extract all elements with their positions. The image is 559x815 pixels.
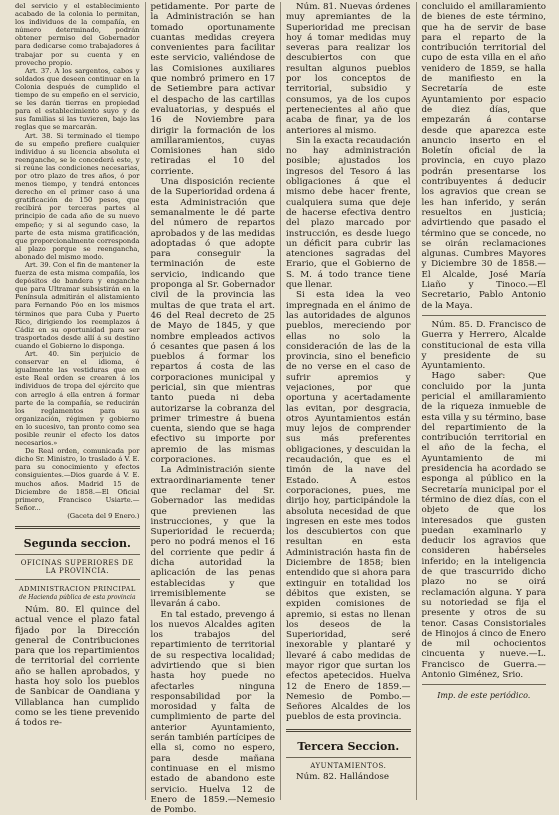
section-divider [286,729,411,732]
paragraph: En tal estado, prevengo á los nuevos Alcaldes agiten los trabajos del repartimiento de territorial de su respectiva localidad; advirtiendo que si bien hasta hoy puede no afectarles ninguna responsabilidad por la morosidad y falta de cumplimiento de parte del anterior Ayuntamiento, serán también partícipes de ella si, como no espero, para desde mañana continuase en el mismo estado de abandono este servicio. Huelva 12 de Enero de 1859.—Nemesio de Pombo. [150,609,275,815]
column-2 [145,2,281,815]
column-1 [10,2,145,800]
paragraph: Si esta idea la veo impregnada en el ánimo de las autoridades de algunos pueblos, mereciendo por ellas no solo la consideración de las de la provincia, sino el beneficio de no verse en el caso de sufrir apremios y vejaciones, por que oportuna y acertadamente las evitan, por desgracia, otros Ayuntamientos están muy lejos de comprender sus más preferentes obligaciones, y descuidan la recaudación, que es el timón de la nave del Estado. A estos corporaciones, pues, me dirijo hoy, participándole la absoluta necesidad de que ingresen en este mes todos los descubiertos con que resultan en esta Administración hasta fin de Diciembre de 1858; bien entendido que si ahora para extinguir en totalidad los débitos que existen, se expiden comisiones de apremio, si estas no llenan los deseos de la Superioridad, seré inexorable y plantaré y llevaré á cabo medidas de mayor rigor que surtan los efectos apetecidos. Huelva 12 de Enero de 1859.—Nemesio de Pombo.—Señores Alcaldes de los pueblos de esta provincia. [286,290,411,723]
article-38: Art. 38. Si terminado el tiempo de su empeño prefiere cualquier individuo á su licencia absoluta el reenganche, se le concederá este, y si reúne las condiciones necesarias, por otro plazo de tres años, ó por menos tiempo, y tendrá entonces derecho en el primer caso á una gratificación de 150 pesos, que recibirá por terceras partes al principio de cada año de su nuevo empeño; y si al segundo caso, la parte de esta misma gratificación, que proporcionalmente corresponda al plazo porque se reengancha, abonado del mismo modo. [15,131,140,261]
column-4 [416,2,552,800]
royal-order-note: De Real orden, comunicada por dicho Sr. Ministro, lo traslado á V. E. para su conocimiento y efectos consiguientes.—Dios guarde á V. E. muchos años. Madrid 15 de Diciembre de 1858.—El Oficial primero, Francisco Usiarte.—Señor... [15,447,140,512]
column-3 [280,2,416,800]
paragraph: del servicio y el establecimiento acabado de la colonia lo permitan, los individuos de la compañía, en número determinado, podrán obtener permiso del Gobernador para dedicarse como trabajadores á trabajar por su cuenta y en provecho propio. [15,2,140,67]
notice-81: Núm. 81. Nuevas órdenes muy apremiantes de la Superioridad me precisan hoy á tomar medidas muy severas para realizar los descubiertos con que resultan algunos pueblos por los conceptos de territorial, subsidio y consumos, ya de los cupos pertenecientes al año que acaba de finar, ya de los anteriores al mismo. [286,2,411,136]
notice-82: Núm. 82. Hallándose [296,771,390,782]
section-heading-3: Tercera Seccion. [297,739,400,753]
imprint: Imp. de este periódico. [437,691,531,701]
paragraph: Una disposición reciente de la Superioridad ordena á esta Administración que semanalmente le dé parte del número de repartos aprobados y de las medidas adoptadas ó que adopte para conseguir la terminación de este servicio, indicando que proponga al Sr. Gobernador civil de la provincia las multas de que trata el art. 46 del Real decreto de 25 de Mayo de 1845, y que nombre empleados activos ó cesantes que pasen á los pueblos á formar los repartos á costa de las corporaciones municipal y pericial, sin que mientras tanto pueda ni deba autorizarse la cobranza del primer trimestre á buena cuenta, siendo que se haga efectivo su importe por apremio de las mismas corporaciones. [150,177,275,466]
divider [422,315,547,316]
paragraph: concluido el amillaramiento de bienes de este término, que ha de servir de base para el reparto de la contribución territorial del cupo de esta villa en el año venidero de 1859, se halla de manifiesto en la Secretaría de este Ayuntamiento por espacio de diez días, que empezarán á contarse desde que aparezca este anuncio inserto en el Boletín oficial de la provincia, en cuyo plazo podrán presentarse los contribuyentes á deducir los agravios que crean se les han inferido, y serán resueltos en justicia; advirtiendo que pasado el término que se concede, no se oirán reclamaciones algunas. Cumbres Mayores y Diciembre 30 de 1858.—El Alcalde, José María Liaño y Tinoco.—El Secretario, Pablo Antonio de la Maya. [421,2,546,311]
paragraph: La Administración siente extraordinariamente tener que reclamar del Sr. Gobernador las medidas que previenen las instrucciones, y que la Superioridad le recuerda; pero no podrá menos el 16 del corriente que pedir á dicha autoridad la aplicación de las penas establecidas y que irremisiblemente se llevarán á cabo. [150,465,275,610]
article-40: Art. 40. Sin perjuicio de conservar en el idioma, é igualmente las vestiduras que en este Real orden se crearen á los individuos de tropa del ejército que con arreglo á ella entren á formar parte de la compañía, se reducirán los reglamentos para su organización, régimen y gobierno en lo sucesivo, tan pronto como sea posible reunir el efecto los datos necesarios.» [15,350,140,448]
administration-heading: ADMINISTRACION PRINCIPAL [18,585,136,593]
divider [286,757,411,758]
divider [422,684,547,685]
offices-heading: OFICINAS SUPERIORES DE LA PROVINCIA. [20,559,134,575]
notice-80: Núm. 80. El quince del actual vence el plazo fatal fijado por la Dirección general de Contribuciones para que los repartimientos de territorial del corriente año se hallen aprobados, y hasta hoy solo los pueblos de Sanbicar de Oandiana y Villablanca han cumplido como se les tiene prevenido á todos re- [15,605,140,729]
article-39: Art. 39. Con el fin de mantener la fuerza de esta misma compañía, los depósitos de bandera y enganche que para Ultramar subsistirán en la Península admitirán el alistamiento para Fernando Póo en los mismos términos que para Cuba y Puerto Rico, dirigiendo los reemplazos á Cádiz en su oportunidad para ser trasportados desde allí á su destino cuando el Gobierno lo disponga. [15,261,140,350]
paragraph: Sin la exacta recaudación no hay administración posible; ajustados los ingresos del Tesoro á las obligaciones á que el mismo debe hacer frente, cualquiera suma que deje de hacerse efectiva dentro del plazo marcado por instrucción, es desde luego un déficit para cubrir las atenciones sagradas del Erario, que el Gobierno de S. M. á todo trance tiene que llenar. [286,135,411,291]
gaceta-citation: (Gaceta del 9 Enero.) [67,511,140,520]
section-heading-2: Segunda seccion. [23,537,131,550]
divider [15,554,140,555]
divider [15,579,140,580]
section-divider [15,526,140,529]
paragraph: petidamente. Por parte de la Administración se han tomado oportunamente cuantas medidas creyera convenientes para facilitar este servicio, valiéndose de las Comisiones auxiliares que nombró primero en 17 de Setiembre para activar el despacho de las cartillas evaluatorias, y después el 16 de Noviembre para dirigir la formación de los amillaramientos, cuyas Comisiones han sido retiradas el 10 del corriente. [150,2,275,177]
administration-subheading: de Hacienda pública de esta provincia [18,594,136,601]
notice-85: Núm. 85. D. Francisco de Guerra y Herrero, Alcalde constitucional de esta villa y presidente de su Ayuntamiento. [421,319,546,372]
paragraph: Hago saber: Que concluido por la junta pericial el amillaramiento de la riqueza inmueble de esta villa y su término, base del repartimiento de la contribución territorial en el año de la fecha, el Ayuntamiento de mi presidencia ha acordado se esponga al público en la Secretaría municipal por el término de diez días, con el objeto de que los interesados que gusten puedan examinarlo y deducir los agravios que consideren habérseles inferido; en la inteligencia de que trascurrido dicho plazo no se oirá reclamación alguna. Y para su notoriedad se fija el presente y otros de su tenor. Casas Consistoriales de Hinojos á cinco de Enero de mil ochocientos cincuenta y nueve.—L. Francisco de Guerra.—Antonio Giménez, Srio. [421,371,546,680]
article-37: Art. 37. A los sargentos, cabos y soldados que deseen continuar en la Colonia después de cumplido el tiempo de su empeño en el servicio, se les darán tierras en propiedad para el establecimiento suyo y de sus familias si las tuvieren, bajo las reglas que se marcarán. [15,66,140,132]
councils-heading: AYUNTAMIENTOS. [310,761,387,770]
